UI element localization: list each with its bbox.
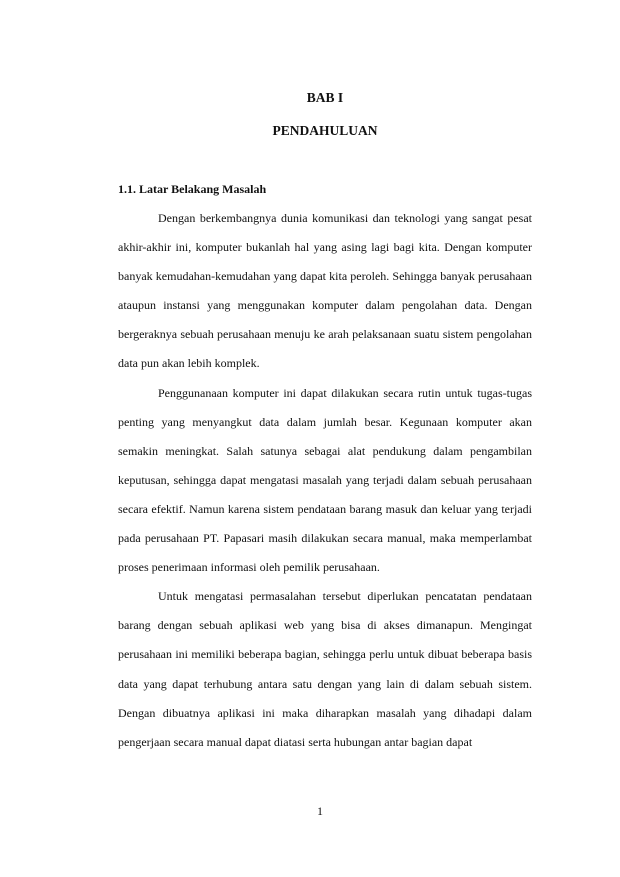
paragraph-2: Penggunanaan komputer ini dapat dilakukan secara rutin untuk tugas-tugas penting yang menyangkut data dalam jumlah besar. Kegunaan komputer akan semakin meningkat. Salah satunya sebagai alat pendukung dalam pengambilan keputusan, sehingga dapat mengatasi masalah yang terjadi dalam sebuah perusahaan secara efektif. Namun karena sistem pendataan barang masuk dan keluar yang terjadi pada perusahaan PT. Papasari masih dilakukan secara manual, maka memperlambat proses penerimaan informasi oleh pemilik perusahaan. [118, 385, 532, 575]
paragraph-1: Dengan berkembangnya dunia komunikasi dan teknologi yang sangat pesat akhir-akhir ini, komputer bukanlah hal yang asing lagi bagi kita. Dengan komputer banyak kemudahan-kemudahan yang dapat kita peroleh. Sehingga banyak perusahaan ataupun instansi yang menggunakan komputer dalam pengolahan data. Dengan bergeraknya sebuah perusahaan menuju ke arah pelaksanaan suatu sistem pengolahan data pun akan lebih komplek. [118, 211, 532, 371]
chapter-title: PENDAHULUAN [272, 123, 378, 138]
chapter-number: BAB I [306, 90, 344, 105]
paragraph-3: Untuk mengatasi permasalahan tersebut diperlukan pencatatan pendataan barang dengan sebuah aplikasi web yang bisa di akses dimanapun. Mengingat perusahaan ini memiliki beberapa bagian, sehingga perlu untuk dibuat beberapa basis data yang dapat terhubung antara satu dengan yang lain di dalam sebuah sistem. Dengan dibuatnya aplikasi ini maka diharapkan masalah yang dihadapi dalam pengerjaan secara manual dapat diatasi serta hubungan antar bagian dapat [118, 589, 532, 749]
body-text [118, 204, 532, 757]
page-number: 1 [317, 804, 323, 818]
section-heading: 1.1. Latar Belakang Masalah [118, 182, 267, 196]
